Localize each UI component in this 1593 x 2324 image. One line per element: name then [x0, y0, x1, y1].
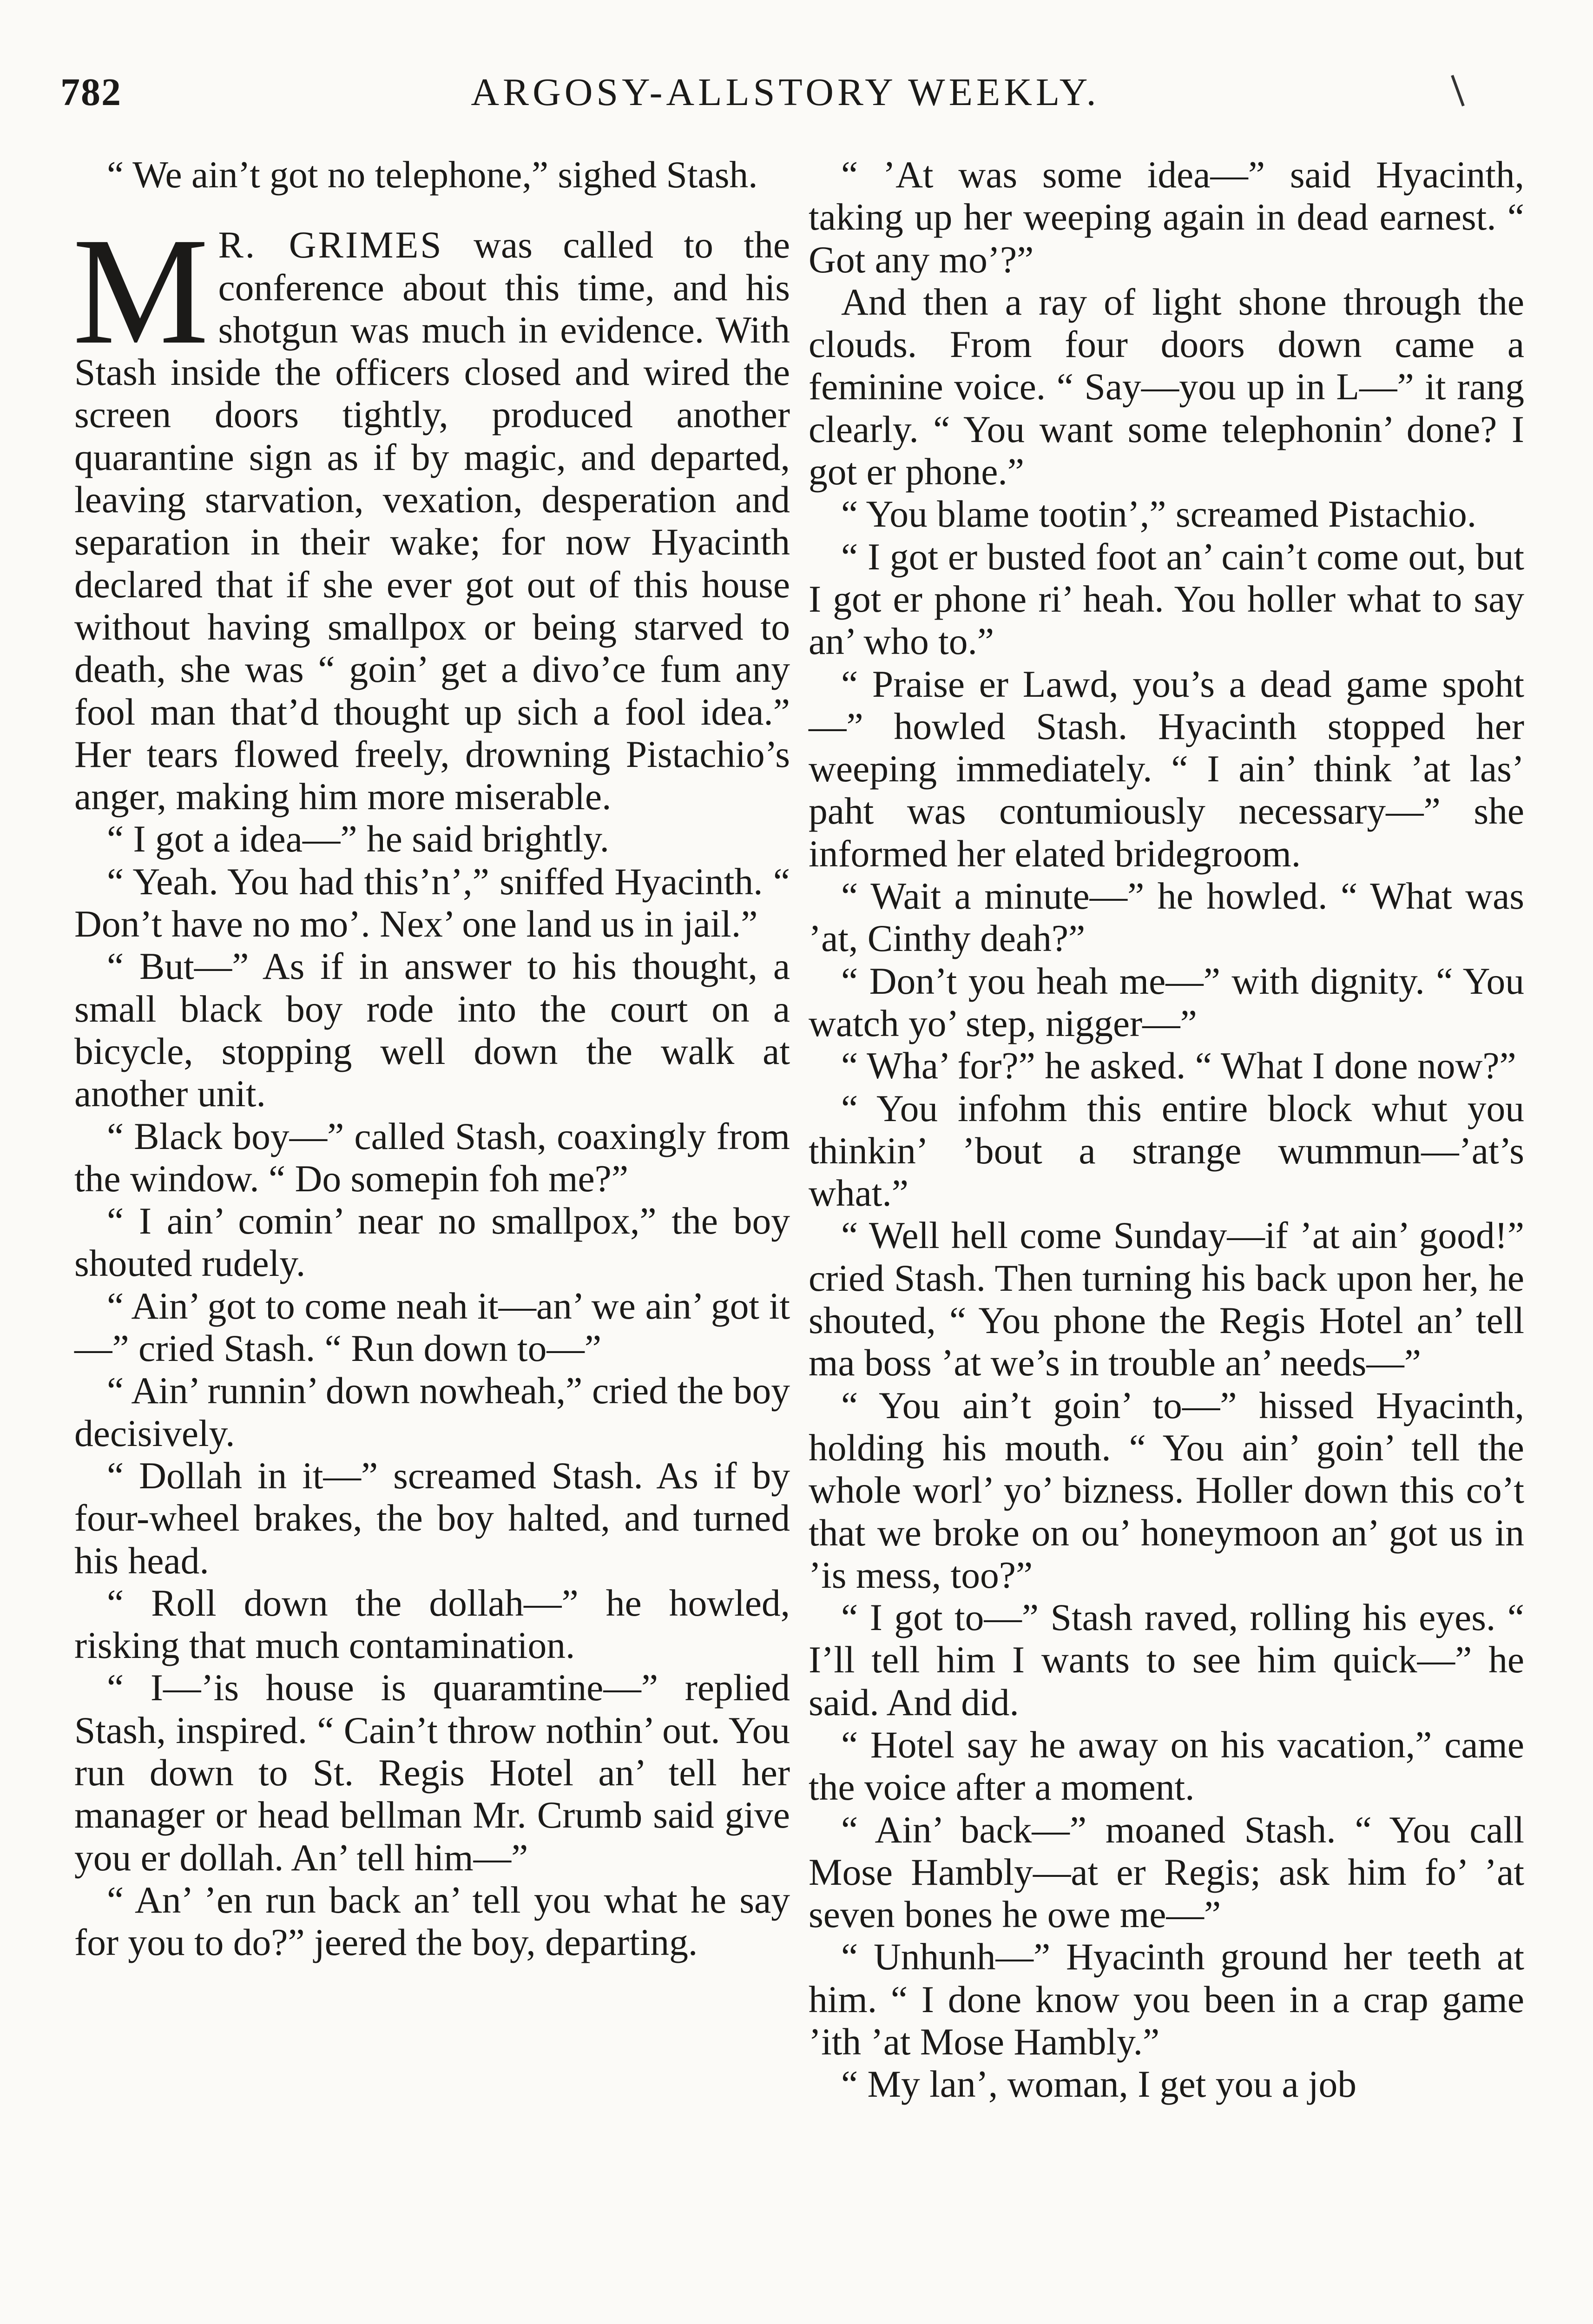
left-paragraph: “ An’ ’en run back an’ tell you what he say for you to do?” jeered the boy, departing. [74, 1878, 790, 1964]
right-paragraph: “ Don’t you heah me—” with dignity. “ You watch yo’ step, nigger—” [809, 959, 1524, 1044]
left-paragraph: “ Yeah. You had this’n’,” sniffed Hyacinth. “ Don’t have no mo’. Nex’ one land us in jail.” [74, 860, 790, 945]
section-lead-smallcaps: R. GRIMES [218, 224, 443, 266]
right-paragraph: “ My lan’, woman, I get you a job [841, 2063, 1357, 2106]
page-number: 782 [60, 71, 122, 114]
left-paragraph: “ Black boy—” called Stash, coaxingly from the window. “ Do somepin foh me?” [74, 1115, 790, 1200]
left-paragraph: “ Roll down the dollah—” he howled, risking that much contamination. [74, 1581, 790, 1667]
right-paragraph: “ Wha’ for?” he asked. “ What I done now?” [841, 1044, 1516, 1087]
left-paragraph: “ Dollah in it—” screamed Stash. As if by four-wheel brakes, the boy halted, and turned his head. [74, 1454, 790, 1582]
right-paragraph: “ You infohm this entire block whut you thinkin’ ’bout a strange wummun—’at’s what.” [809, 1087, 1524, 1215]
section-paragraph-text: was called to the conference about this time, and his shotgun was much in evidence. With Stash inside the officers closed and wired the screen doors tightly, produced another quarantine sign as if by magic, and departed, leaving starvation, vexation, desperation and separation in their wake; for now Hyacinth declared that if she ever got out of this house without having smallpox or being starved to death, she was “ goin’ get a divo’ce fum any fool man that’d thought up sich a fool idea.” Her tears flowed freely, drowning Pistachio’s anger, making him more miserable. [74, 224, 790, 818]
right-paragraph: “ Hotel say he away on his vacation,” came the voice after a moment. [809, 1723, 1524, 1809]
right-paragraph: “ Ain’ back—” moaned Stash. “ You call Mose Hambly—at er Regis; ask him fo’ ’at seven bones he owe me—” [809, 1808, 1524, 1936]
left-paragraph: “ I ain’ comin’ near no smallpox,” the boy shouted rudely. [74, 1200, 790, 1285]
right-paragraph: And then a ray of light shone through the clouds. From four doors down came a feminine voice. “ Say—you up in L—” it rang clearly. “ You want some telephonin’ done? I got er phone.” [809, 280, 1524, 493]
opening-paragraph: “ We ain’t got no telephone,” sighed Stash. [107, 153, 758, 196]
right-paragraph: “ I got to—” Stash raved, rolling his eyes. “ I’ll tell him I wants to see him quick—” he said. And did. [809, 1596, 1524, 1723]
drop-cap: M [72, 206, 209, 376]
section-start-paragraph [72, 206, 790, 818]
right-paragraph: “ Wait a minute—” he howled. “ What was ’at, Cinthy deah?” [809, 875, 1524, 960]
page-header [56, 70, 1515, 125]
right-paragraph: “ Unhunh—” Hyacinth ground her teeth at him. “ I done know you been in a crap game ’ith ’at Mose Hambly.” [809, 1935, 1524, 2063]
running-title: ARGOSY-ALLSTORY WEEKLY. [471, 71, 1100, 114]
left-paragraph: “ Ain’ runnin’ down nowheah,” cried the boy decisively. [74, 1369, 790, 1454]
right-paragraph: “ Well hell come Sunday—if ’at ain’ good!” cried Stash. Then turning his back upon her, he shouted, “ You phone the Regis Hotel an’ tell ma boss ’at we’s in trouble an’ needs—” [809, 1214, 1524, 1384]
right-paragraph: “ I got er busted foot an’ cain’t come out, but I got er phone ri’ heah. You holler what to say an’ who to.” [809, 535, 1524, 663]
left-paragraph: “ I got a idea—” he said brightly. [107, 818, 610, 860]
right-paragraph: “ You ain’t goin’ to—” hissed Hyacinth, holding his mouth. “ You ain’ goin’ tell the whole worl’ yo’ bizness. Holler down this co’t that we broke on ou’ honeymoon an’ got us in ’is mess, too?” [809, 1384, 1524, 1596]
left-paragraph: “ But—” As if in answer to his thought, a small black boy rode into the court on a bicycle, stopping well down the walk at another unit. [74, 945, 790, 1115]
right-column [809, 153, 1524, 2106]
right-paragraph: “ ’At was some idea—” said Hyacinth, taking up her weeping again in dead earnest. “ Got any mo’?” [809, 153, 1524, 281]
left-paragraph: “ I—’is house is quaramtine—” replied Stash, inspired. “ Cain’t throw nothin’ out. You run down to St. Regis Hotel an’ tell her manager or head bellman Mr. Crumb said give you er dollah. An’ tell him—” [74, 1666, 790, 1879]
right-paragraph: “ You blame tootin’,” screamed Pistachio. [841, 493, 1477, 535]
left-paragraph: “ Ain’ got to come neah it—an’ we ain’ got it—” cried Stash. “ Run down to—” [74, 1284, 790, 1370]
right-paragraph: “ Praise er Lawd, you’s a dead game spoht—” howled Stash. Hyacinth stopped her weeping immediately. “ I ain’ think ’at las’ paht was contumiously necessary—” she informed her elated bridegroom. [809, 662, 1524, 875]
left-column [74, 153, 790, 1963]
